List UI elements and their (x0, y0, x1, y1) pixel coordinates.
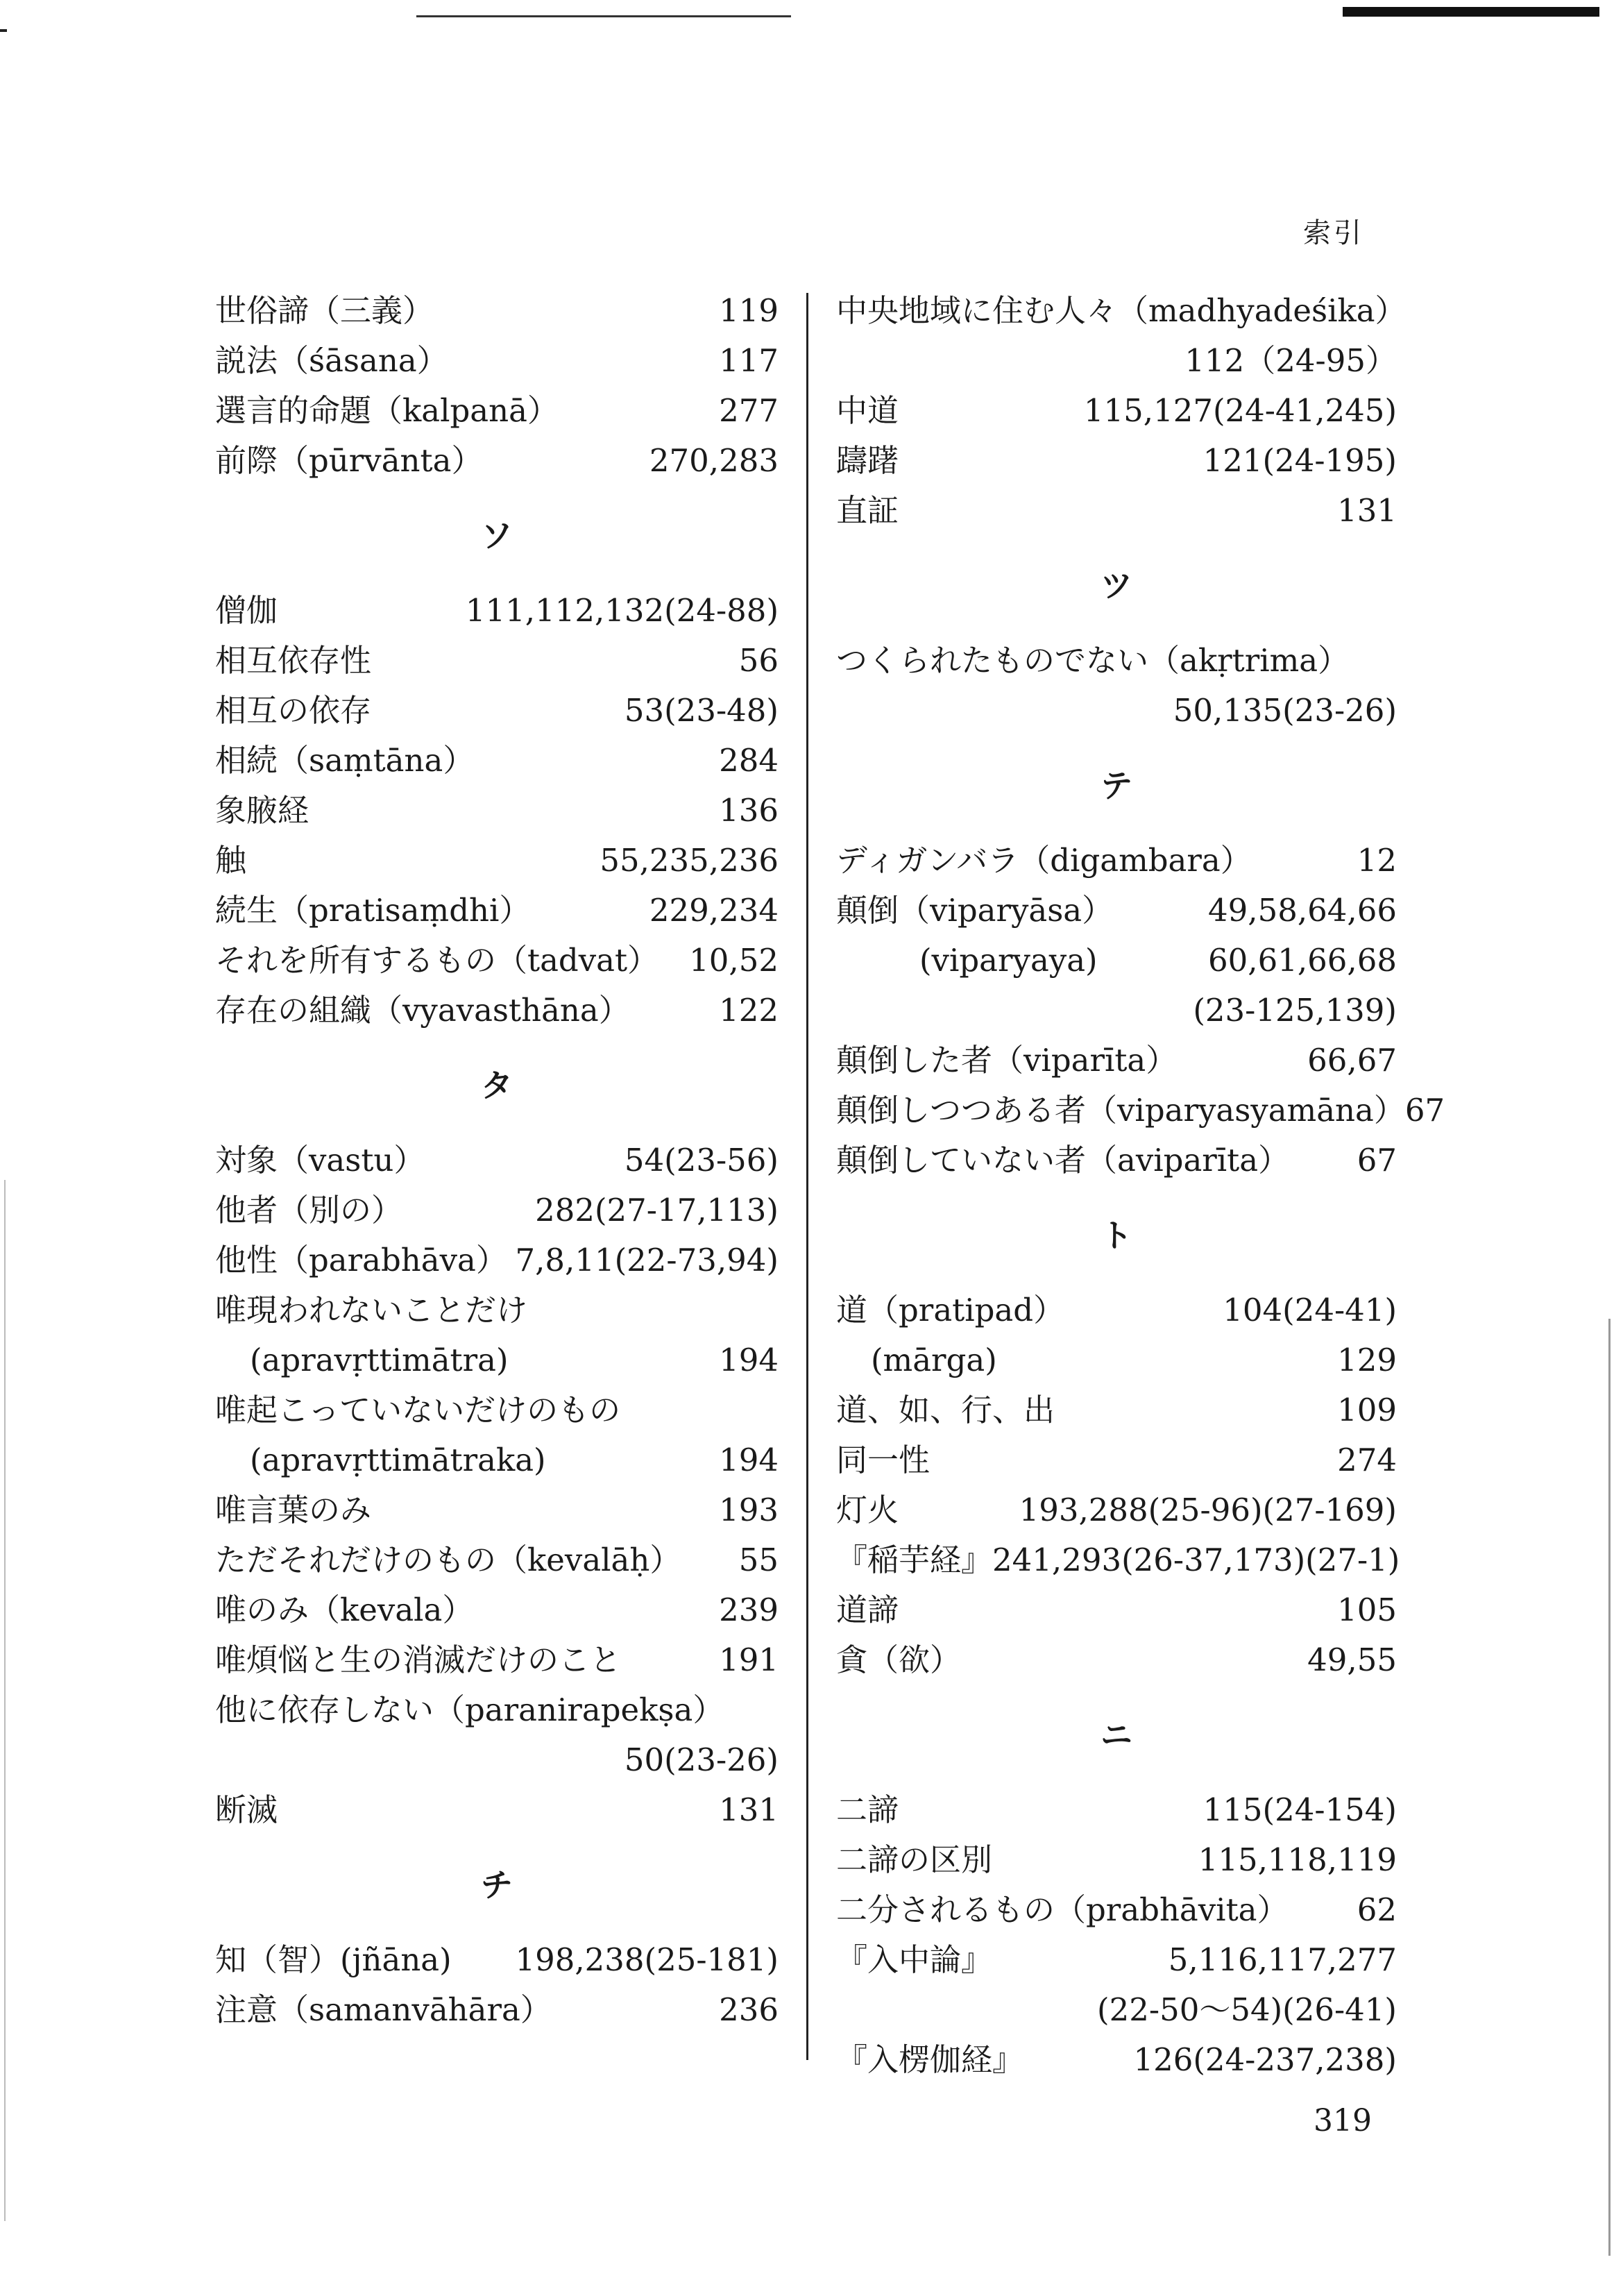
index-page-refs: 121(24-195) (1203, 442, 1397, 479)
index-entry (215, 1185, 779, 1235)
index-term: (viparyaya) (919, 942, 1098, 979)
index-entry (836, 486, 1397, 536)
index-entry (836, 886, 1397, 936)
index-term: 知（智）(jñāna) (215, 1941, 452, 1978)
index-page-refs: 111,112,132(24-88) (465, 592, 779, 629)
index-page-refs: 122 (719, 992, 779, 1029)
index-entry (215, 1735, 779, 1785)
index-entry (215, 1335, 779, 1385)
index-term: 道（pratipad） (836, 1292, 1065, 1328)
index-page-refs: 194 (719, 1442, 779, 1478)
index-page-refs: 115,127(24-41,245) (1083, 392, 1397, 429)
index-entry (836, 2035, 1397, 2085)
index-entry (836, 336, 1397, 386)
index-page-refs: 5,116,117,277 (1168, 1941, 1397, 1978)
index-page-refs: 241,293(26-37,173)(27-1) (992, 1542, 1400, 1578)
index-page-refs: 131 (1337, 492, 1397, 529)
index-entry (836, 1785, 1397, 1835)
index-term: ディガンバラ（digambara） (836, 842, 1252, 879)
index-entry (215, 336, 779, 386)
kana-section-heading: テ (1101, 767, 1132, 804)
index-term: 道諦 (836, 1592, 899, 1628)
index-page-refs: 131 (719, 1791, 779, 1828)
index-page-refs: 198,238(25-181) (515, 1941, 779, 1978)
index-entry (215, 1535, 779, 1585)
index-page-refs: 277 (719, 392, 779, 429)
index-term: 唯起こっていないだけのもの (215, 1392, 621, 1428)
index-entry (215, 636, 779, 686)
index-entry (215, 836, 779, 886)
index-term: 躊躇 (836, 442, 899, 479)
index-term: 二諦の区別 (836, 1841, 993, 1878)
index-entry (215, 1785, 779, 1835)
index-page-refs: (22-50～54)(26-41) (1097, 1991, 1397, 2028)
index-entry (836, 1335, 1397, 1385)
index-term: 中道 (836, 392, 899, 429)
index-page-refs: 126(24-237,238) (1133, 2041, 1397, 2078)
index-page-refs: 67 (1357, 1142, 1397, 1179)
index-page-refs: 191 (719, 1641, 779, 1678)
index-term: 説法（śāsana） (215, 342, 448, 379)
index-page-refs: 136 (719, 792, 779, 829)
index-column-right (836, 286, 1445, 2085)
index-entry (836, 836, 1397, 886)
index-entry (836, 1885, 1397, 1935)
index-entry (836, 1835, 1397, 1885)
index-entry (836, 1086, 1445, 1136)
index-page-refs: 239 (719, 1592, 779, 1628)
index-entry (836, 1585, 1397, 1635)
index-term: 唯言葉のみ (215, 1492, 372, 1528)
index-term: 中央地域に住む人々（madhyadeśika） (836, 292, 1407, 329)
index-page-refs: 66,67 (1307, 1042, 1397, 1079)
index-entry (836, 1285, 1397, 1335)
index-page-refs: 10,52 (689, 942, 779, 979)
index-term: 僧伽 (215, 592, 278, 629)
index-term: 顛倒した者（viparīta） (836, 1042, 1178, 1079)
index-entry (215, 1435, 779, 1485)
index-term: 他者（別の） (215, 1192, 403, 1229)
index-term: 相互依存性 (215, 642, 372, 679)
index-term: 唯のみ（kevala） (215, 1592, 474, 1628)
index-entry (836, 386, 1397, 436)
index-entry (836, 1535, 1400, 1585)
index-page-refs: 56 (738, 642, 779, 679)
index-term: 対象（vastu） (215, 1142, 425, 1179)
index-entry (215, 1235, 779, 1285)
index-page-refs: 50(23-26) (624, 1741, 779, 1778)
index-entry (836, 1985, 1397, 2035)
index-term: 断滅 (215, 1791, 278, 1828)
index-entry (836, 686, 1397, 736)
index-term: 道、如、行、出 (836, 1392, 1055, 1428)
index-page-refs: 109 (1337, 1392, 1397, 1428)
index-term: 同一性 (836, 1442, 931, 1478)
scan-edge-mark (0, 29, 7, 32)
index-entry (836, 1935, 1397, 1985)
index-entry (836, 636, 1397, 686)
index-page-refs: 115,118,119 (1198, 1841, 1397, 1878)
index-term: 他性（parabhāva） (215, 1242, 507, 1278)
index-entry (215, 686, 779, 736)
index-page-refs: 112（24-95） (1184, 342, 1397, 379)
index-page-refs: 282(27-17,113) (535, 1192, 779, 1229)
index-term: 顛倒しつつある者（viparyasyamāna） (836, 1092, 1405, 1129)
index-page-refs: 270,283 (649, 442, 779, 479)
index-page-refs: 55,235,236 (600, 842, 779, 879)
index-term: 注意（samanvāhāra） (215, 1991, 552, 2028)
scan-top-bar (1343, 7, 1599, 17)
index-entry (836, 436, 1397, 486)
index-term: 二分されるもの（prabhāvita） (836, 1891, 1289, 1928)
index-page-refs: 12 (1357, 842, 1397, 879)
index-page-refs: 229,234 (649, 892, 779, 929)
column-divider (806, 293, 808, 2060)
index-term: つくられたものでない（akṛtrima） (836, 642, 1350, 679)
index-page-refs: 7,8,11(22-73,94) (515, 1242, 779, 1278)
index-term: 直証 (836, 492, 899, 529)
index-page-refs: 129 (1337, 1342, 1397, 1378)
index-entry (836, 1136, 1397, 1185)
index-term: 相互の依存 (215, 692, 372, 729)
index-page-refs: 284 (719, 742, 779, 779)
index-term: 二諦 (836, 1791, 899, 1828)
index-term: (apravṛttimātra) (250, 1342, 509, 1378)
index-page-refs: 105 (1337, 1592, 1397, 1628)
kana-section-heading: タ (481, 1067, 513, 1104)
index-entry (215, 436, 779, 486)
index-entry (836, 1036, 1397, 1086)
kana-section-heading: ソ (481, 517, 513, 555)
index-term: 『入中論』 (836, 1941, 993, 1978)
index-entry (215, 1635, 779, 1685)
index-entry (215, 386, 779, 436)
index-page-refs: 55 (738, 1542, 779, 1578)
index-page-refs: 53(23-48) (624, 692, 779, 729)
index-entry (215, 986, 779, 1036)
index-term: 唯現われないことだけ (215, 1292, 528, 1328)
index-entry (215, 1585, 779, 1635)
index-page-refs: 115(24-154) (1203, 1791, 1397, 1828)
index-page-refs: 67 (1404, 1092, 1445, 1129)
index-page-refs: 193,288(25-96)(27-169) (1019, 1492, 1397, 1528)
index-entry (215, 1935, 779, 1985)
index-term: 世俗諦（三義） (215, 292, 434, 329)
index-entry (215, 1385, 779, 1435)
index-term: 顛倒していない者（aviparīta） (836, 1142, 1290, 1179)
index-page-refs: 104(24-41) (1223, 1292, 1397, 1328)
index-term: 顛倒（viparyāsa） (836, 892, 1114, 929)
index-page-refs: 49,58,64,66 (1208, 892, 1397, 929)
index-term: 続生（pratisaṃdhi） (215, 892, 531, 929)
scan-left-edge (4, 1180, 6, 2221)
index-entry (836, 1485, 1397, 1535)
index-term: 『稲芋経』 (836, 1542, 993, 1578)
kana-section-heading: ツ (1101, 567, 1132, 605)
index-term: 相続（saṃtāna） (215, 742, 475, 779)
index-page-refs: (23-125,139) (1193, 992, 1397, 1029)
index-term: ただそれだけのもの（kevalāḥ） (215, 1542, 681, 1578)
index-entry (215, 1136, 779, 1185)
index-entry (836, 1635, 1397, 1685)
index-term: 前際（pūrvānta） (215, 442, 483, 479)
index-page-refs: 117 (719, 342, 779, 379)
index-page-refs: 54(23-56) (624, 1142, 779, 1179)
index-page-refs: 62 (1357, 1891, 1397, 1928)
index-page-refs: 274 (1337, 1442, 1397, 1478)
index-entry (836, 1435, 1397, 1485)
index-entry (215, 936, 779, 986)
index-term: 他に依存しない（paranirapekṣa） (215, 1691, 724, 1728)
index-entry (836, 936, 1397, 986)
index-entry (836, 986, 1397, 1036)
index-term: 唯煩悩と生の消滅だけのこと (215, 1641, 622, 1678)
page-number: 319 (1314, 2103, 1372, 2138)
index-term: それを所有するもの（tadvat） (215, 942, 659, 979)
index-term: 触 (215, 842, 247, 879)
index-entry (215, 1485, 779, 1535)
index-entry (215, 886, 779, 936)
index-page-refs: 50,135(23-26) (1173, 692, 1397, 729)
scan-top-rule (416, 15, 791, 17)
index-page-refs: 193 (719, 1492, 779, 1528)
index-page-refs: 194 (719, 1342, 779, 1378)
index-entry (215, 736, 779, 786)
index-term: 『入楞伽経』 (836, 2041, 1024, 2078)
index-term: 貪（欲） (836, 1641, 962, 1678)
index-column-left (215, 286, 779, 2035)
index-entry (215, 1285, 779, 1335)
index-entry (215, 286, 779, 336)
index-page-refs: 49,55 (1307, 1641, 1397, 1678)
scan-right-edge (1608, 1319, 1611, 2256)
kana-section-heading: ト (1101, 1217, 1132, 1254)
index-page-refs: 236 (719, 1991, 779, 2028)
index-term: 象腋経 (215, 792, 309, 829)
index-entry (215, 786, 779, 836)
kana-section-heading: チ (481, 1866, 513, 1904)
index-page-refs: 119 (719, 292, 779, 329)
kana-section-heading: ニ (1101, 1716, 1132, 1754)
index-term: (apravṛttimātraka) (250, 1442, 546, 1478)
index-term: 選言的命題（kalpanā） (215, 392, 559, 429)
index-term: (mārga) (871, 1342, 997, 1378)
index-page-refs: 60,61,66,68 (1208, 942, 1397, 979)
index-entry (215, 586, 779, 636)
index-entry (836, 1385, 1397, 1435)
running-header: 索引 (1303, 217, 1364, 249)
index-entry (215, 1985, 779, 2035)
index-term: 存在の組織（vyavasthāna） (215, 992, 630, 1029)
index-entry (836, 286, 1407, 336)
index-term: 灯火 (836, 1492, 899, 1528)
index-entry (215, 1685, 779, 1735)
